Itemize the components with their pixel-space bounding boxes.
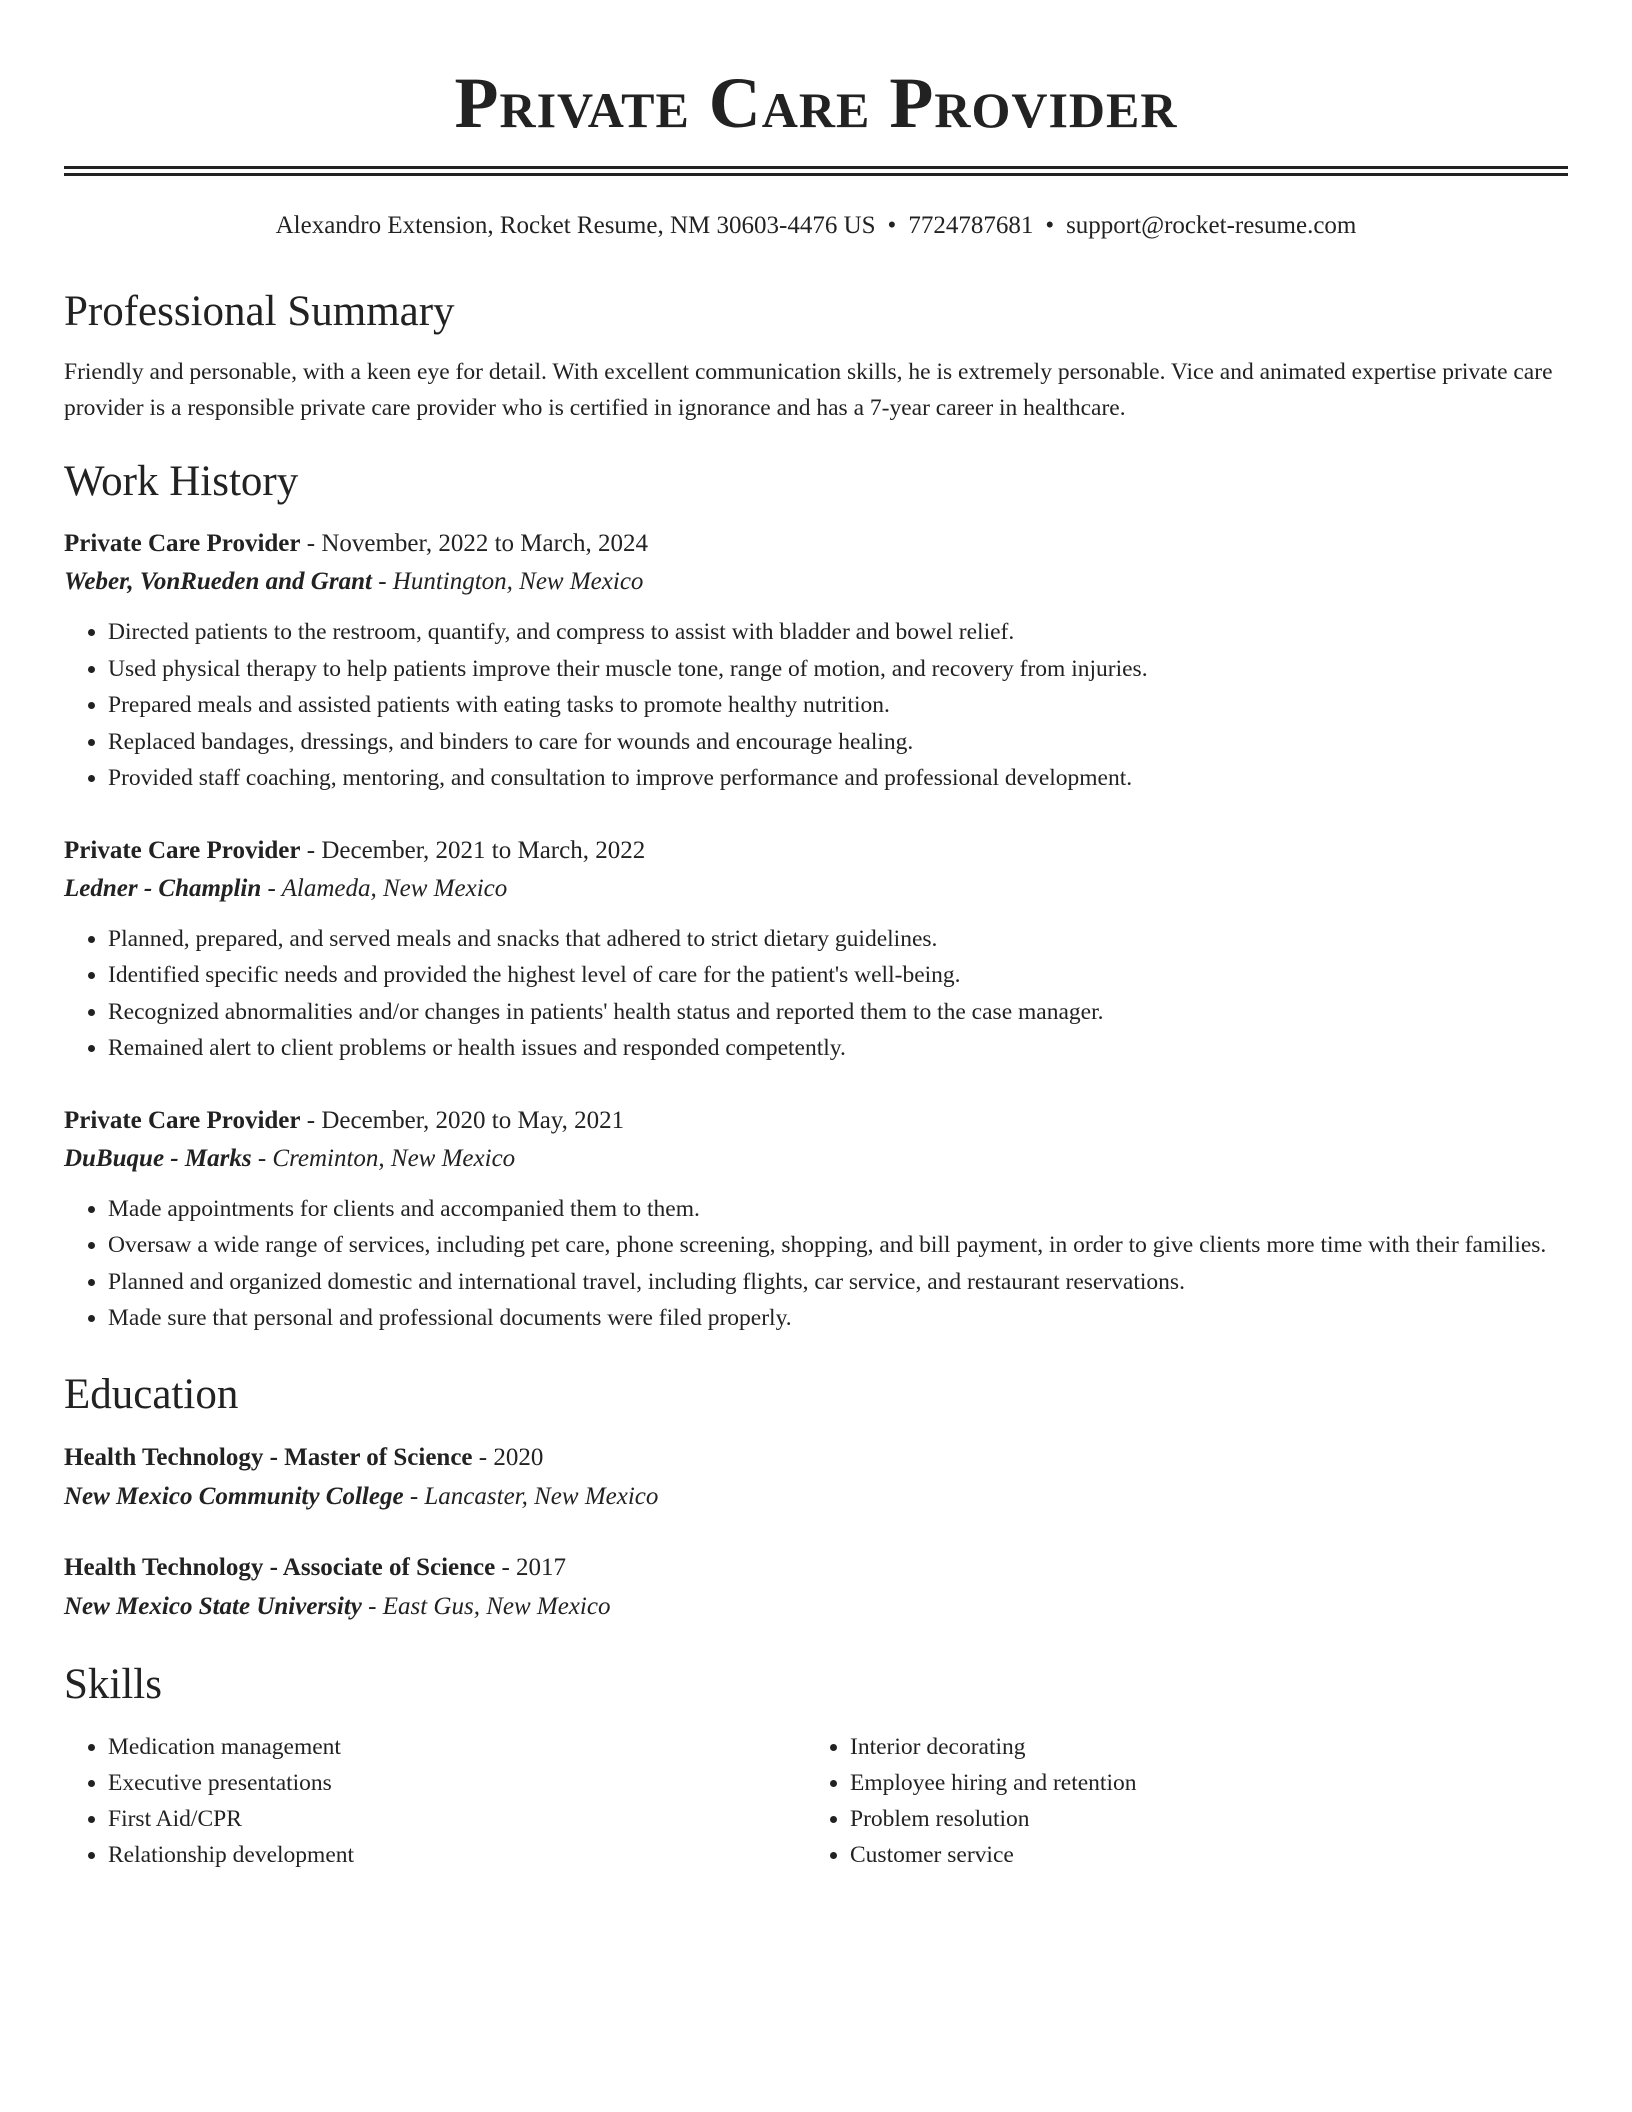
education-heading: Education [64, 1370, 239, 1418]
job-duties [64, 614, 1568, 797]
job-role-line [64, 1103, 1568, 1139]
education-entry [64, 1549, 1568, 1627]
skill-item: • Employee hiring and retention [850, 1765, 1548, 1801]
job-company: Ledner - Champlin [64, 874, 262, 902]
skills-columns [64, 1729, 1568, 1873]
education-school-line [64, 1587, 1568, 1627]
job-role: Private Care Provider [64, 836, 301, 864]
education-location: - Lancaster, New Mexico [403, 1482, 659, 1510]
education-school: New Mexico State University [64, 1592, 362, 1620]
education-school-line [64, 1477, 1568, 1517]
job-company: Weber, VonRueden and Grant [64, 568, 372, 595]
job-company-line [64, 1139, 1568, 1179]
job-duty: • Provided staff coaching, mentoring, and consultation to improve performance and professional development. [108, 760, 1568, 797]
education-degree-line [64, 1439, 1568, 1477]
job-duty: • Prepared meals and assisted patients with eating tasks to promote healthy nutrition. [108, 687, 1568, 724]
job-duty: • Remained alert to client problems or health issues and responded competently. [108, 1030, 1568, 1067]
education-year: - 2020 [472, 1443, 544, 1471]
education-school: New Mexico Community College [64, 1482, 404, 1510]
education-degree: Health Technology - Associate of Science [64, 1553, 496, 1581]
job-dates: - December, 2021 to March, 2022 [300, 836, 646, 864]
skills-heading: Skills [64, 1660, 162, 1708]
job-role-line [64, 526, 1568, 562]
skill-item: • Customer service [850, 1837, 1548, 1873]
contact-line [64, 210, 1568, 242]
job-duty: • Identified specific needs and provided the highest level of care for the patient's well-being. [108, 957, 1568, 994]
contact-separator: • [887, 212, 897, 239]
skill-item: • Executive presentations [108, 1765, 806, 1801]
education-entry [64, 1439, 1568, 1517]
summary-text: Friendly and personable, with a keen eye for detail. With excellent communication skills, he is extremely personable. Vice and animated expertise private care provider is a responsible private care provider who is certified in ignorance and has a 7-year career in healthcare. [64, 359, 1553, 421]
job-role-line [64, 833, 1568, 869]
skill-item: • Problem resolution [850, 1801, 1548, 1837]
contact-separator: • [1045, 212, 1055, 239]
job-duty: • Planned and organized domestic and international travel, including flights, car service, and restaurant reservations. [108, 1264, 1568, 1301]
job-location: - Huntington, New Mexico [371, 568, 644, 595]
job-company-line [64, 869, 1568, 909]
job-duty: • Directed patients to the restroom, quantify, and compress to assist with bladder and bowel relief. [108, 614, 1568, 651]
job-location: - Alameda, New Mexico [261, 874, 508, 902]
contact-email: support@rocket-resume.com [1066, 212, 1357, 239]
skill-item: • Relationship development [108, 1837, 806, 1873]
resume-title: Private Care Provider [454, 63, 1178, 143]
education-degree: Health Technology - Master of Science [64, 1443, 473, 1471]
summary-heading: Professional Summary [64, 288, 455, 335]
education-year: - 2017 [495, 1553, 567, 1581]
job-duties [64, 921, 1568, 1067]
skill-item: • First Aid/CPR [108, 1801, 806, 1837]
work-history-heading: Work History [64, 458, 299, 505]
skills-list-right [806, 1729, 1548, 1873]
job-role: Private Care Provider [64, 1106, 301, 1134]
job-entry [64, 833, 1568, 1067]
job-role: Private Care Provider [64, 530, 301, 557]
job-duty: • Used physical therapy to help patients improve their muscle tone, range of motion, and recovery from injuries. [108, 651, 1568, 688]
header-double-rule [64, 166, 1568, 176]
education-location: - East Gus, New Mexico [361, 1592, 611, 1620]
job-duty: • Planned, prepared, and served meals and snacks that adhered to strict dietary guidelines. [108, 921, 1568, 958]
contact-phone: 7724787681 [908, 212, 1034, 239]
skill-item: • Medication management [108, 1729, 806, 1765]
job-location: - Creminton, New Mexico [251, 1144, 516, 1172]
job-duty: • Replaced bandages, dressings, and binders to care for wounds and encourage healing. [108, 724, 1568, 761]
contact-address: Alexandro Extension, Rocket Resume, NM 30603-4476 US [275, 212, 876, 239]
job-duty: • Made appointments for clients and accompanied them to them. [108, 1191, 1568, 1228]
skill-item: • Interior decorating [850, 1729, 1548, 1765]
job-dates: - November, 2022 to March, 2024 [300, 530, 649, 557]
job-duty: • Recognized abnormalities and/or changes in patients' health status and reported them to the case manager. [108, 994, 1568, 1031]
job-duty: • Made sure that personal and professional documents were filed properly. [108, 1300, 1568, 1337]
education-degree-line [64, 1549, 1568, 1587]
job-duty: • Oversaw a wide range of services, including pet care, phone screening, shopping, and bill payment, in order to give clients more time with their families. [108, 1227, 1568, 1264]
job-dates: - December, 2020 to May, 2021 [300, 1106, 625, 1134]
skills-list-left [64, 1729, 806, 1873]
job-company: DuBuque - Marks [64, 1144, 252, 1172]
job-entry [64, 1103, 1568, 1337]
job-company-line [64, 562, 1568, 602]
job-entry [64, 526, 1568, 797]
job-duties [64, 1191, 1568, 1337]
